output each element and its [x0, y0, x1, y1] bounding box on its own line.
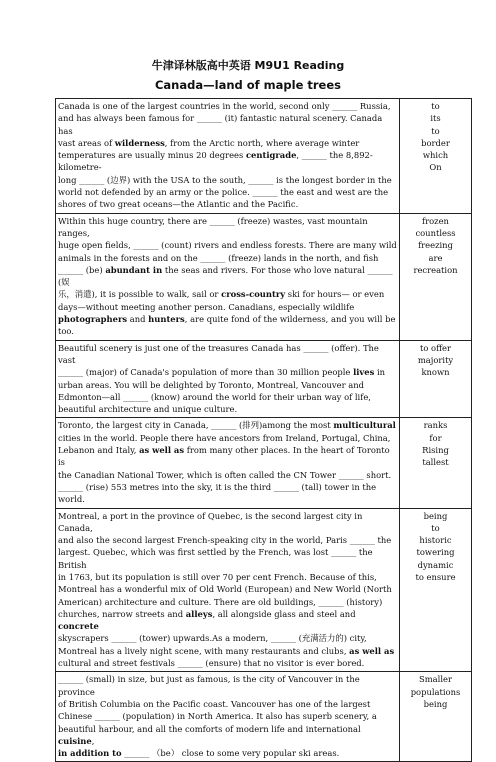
answer-key: to offer: [419, 342, 452, 353]
passage-line: [58, 239, 397, 251]
text-run: ______ (major) of Canada's population of more than 30 million people: [58, 367, 354, 378]
passage-text: [56, 508, 400, 672]
text-run: , all alongside glass and steel and: [212, 608, 356, 619]
answer-key: recreation: [413, 264, 458, 275]
passage-line: [58, 673, 397, 698]
bold-term: multicultural: [333, 420, 396, 431]
passage-row: [56, 340, 472, 418]
text-run: 乐，消遣), it is possible to walk, sail or: [58, 289, 222, 300]
passage-line: [58, 215, 397, 240]
answer-key: towering: [416, 547, 455, 558]
answer-key: to: [431, 125, 440, 136]
text-run: vast areas of: [58, 137, 115, 148]
answer-column: [400, 213, 472, 340]
text-run: world not defended by an army or the police. ______ the east and west are the: [58, 187, 389, 198]
passage-line: [58, 645, 397, 657]
passage-line: [58, 747, 397, 759]
passage-line: [58, 723, 397, 748]
answer-key: Smaller: [419, 674, 452, 685]
answer-key: are: [428, 252, 443, 263]
answer-key: dynamic: [417, 559, 454, 570]
answer-key: being: [423, 698, 448, 709]
passage-line: [58, 444, 397, 469]
text-run: ______ (small) in size, but just as famous, is the city of Vancouver in the province: [58, 674, 360, 697]
answer-column: [400, 340, 472, 418]
answer-key: countless: [415, 227, 456, 238]
passage-line: [58, 174, 397, 186]
bold-term: as well as: [139, 445, 185, 456]
text-run: the seas and rivers. For those who love natural ______ (娱: [58, 264, 393, 288]
text-run: Montreal has a lively night scene, with many restaurants and clubs,: [58, 645, 350, 656]
text-run: and also the second largest French-speaking city in the world, Paris ______ the: [58, 535, 392, 546]
passage-line: [58, 698, 397, 710]
text-run: urban areas. You will be delighted by Toronto, Montreal, Vancouver and: [58, 379, 365, 390]
text-run: ______ (be): [58, 264, 106, 275]
answer-key: to ensure: [415, 571, 456, 582]
bold-term: centigrade: [245, 150, 297, 161]
text-run: Toronto, the largest city in Canada, ______ (排列)among the most: [58, 420, 334, 431]
text-run: temperatures are usually minus 20 degrees: [58, 150, 246, 161]
answer-key: border: [421, 137, 450, 148]
text-run: shores of two great oceans—the Atlantic and the Pacific.: [58, 199, 299, 210]
text-run: Canada is one of the largest countries in the world, second only ______ Russia,: [58, 101, 391, 111]
passage-line: [58, 100, 397, 112]
worksheet-table: [55, 98, 472, 762]
text-run: ski for hours— or even: [285, 289, 385, 300]
text-run: in 1763, but its population is still over 70 per cent French. Because of this,: [58, 571, 377, 582]
text-run: of British Columbia on the Pacific coast. Vancouver has one of the largest: [58, 698, 371, 709]
bold-term: in addition to: [58, 748, 122, 759]
passage-line: [58, 137, 397, 149]
text-run: days—without meeting another person. Canadians, especially wildlife: [58, 301, 355, 312]
bold-term: concrete: [58, 621, 99, 632]
text-run: largest. Quebec, which was first settled by the French, was lost ______ the British: [58, 547, 373, 570]
passage-row: [56, 213, 472, 340]
passage-line: [58, 186, 397, 198]
passage-line: [58, 379, 397, 391]
text-run: too.: [58, 326, 74, 337]
text-run: , ______ the 8,892-kilometre-: [58, 150, 373, 173]
text-run: the Canadian National Tower, which is often called the CN Tower ______ short.: [58, 469, 392, 480]
answer-key: known: [421, 367, 450, 378]
text-run: Montreal, a port in the province of Quebec, is the second largest city in Canada,: [58, 510, 363, 533]
answer-key: tallest: [422, 457, 449, 468]
reading-title: Canada—land of maple trees: [154, 78, 341, 92]
passage-line: [58, 198, 397, 210]
passage-line: [58, 432, 397, 444]
answer-column: [400, 418, 472, 508]
text-run: in: [374, 367, 386, 378]
passage-line: [58, 288, 397, 300]
answer-key: populations: [410, 686, 461, 697]
passage-text: [56, 213, 400, 340]
answer-column: [400, 508, 472, 672]
passage-line: [58, 546, 397, 571]
passage-line: [58, 710, 397, 722]
answer-key: majority: [417, 354, 454, 365]
passage-row: [56, 672, 472, 762]
text-run: world.: [58, 494, 85, 505]
passage-line: [58, 596, 397, 608]
answer-key: ranks: [423, 420, 448, 431]
text-run: ,: [91, 735, 95, 746]
text-run: ______ (rise) 553 metres into the sky, it is the third ______ (tall) tower in the: [58, 481, 377, 492]
passage-line: [58, 325, 397, 337]
passage-text: [56, 99, 400, 214]
passage-line: [58, 403, 397, 415]
bold-term: cross-country: [221, 289, 286, 300]
text-run: Beautiful scenery is just one of the treasures Canada has ______ (offer). The vast: [58, 342, 379, 365]
passage-line: [58, 252, 397, 264]
passage-text: [56, 418, 400, 508]
bold-term: photographers: [58, 314, 128, 325]
answer-key: to: [431, 101, 440, 111]
text-run: American) architecture and culture. There are old buildings, ______ (history): [58, 596, 383, 607]
passage-line: [58, 313, 397, 325]
answer-key: its: [430, 113, 441, 124]
passage-text: [56, 340, 400, 418]
passage-line: [58, 419, 397, 431]
text-run: Montreal has a wonderful mix of Old World (European) and New World (North: [58, 584, 392, 595]
text-run: , from the Arctic north, where average winter: [164, 137, 360, 148]
bold-term: wilderness: [114, 137, 165, 148]
answer-key: On: [429, 162, 442, 173]
text-run: cities in the world. People there have ancestors from Ireland, Portugal, China,: [58, 432, 391, 443]
passage-line: [58, 112, 397, 137]
text-run: beautiful architecture and unique culture.: [58, 404, 238, 415]
passage-line: [58, 608, 397, 633]
answer-key: for: [429, 432, 442, 443]
passage-line: [58, 571, 397, 583]
text-run: cultural and street festivals ______ (ensure) that no visitor is ever bored.: [58, 658, 365, 669]
passage-row: [56, 418, 472, 508]
bold-term: as well as: [349, 645, 395, 656]
passage-line: [58, 149, 397, 174]
answer-key: frozen: [422, 215, 449, 226]
bold-term: cuisine: [58, 735, 92, 746]
text-run: and: [127, 314, 149, 325]
text-run: Chinese ______ (population) in North America. It also has superb scenery, a: [58, 711, 377, 722]
answer-column: [400, 672, 472, 762]
text-run: animals in the forests and on the ______ (freeze) lands in the north, and fish: [58, 252, 379, 263]
answer-key: being: [423, 510, 448, 521]
passage-line: [58, 534, 397, 546]
passage-line: [58, 391, 397, 403]
passage-line: [58, 657, 397, 669]
text-run: Within this huge country, there are ______ (freeze) wastes, vast mountain ranges,: [58, 215, 368, 238]
passage-line: [58, 301, 397, 313]
bold-term: hunters: [148, 314, 185, 325]
passage-row: [56, 508, 472, 672]
passage-line: [58, 583, 397, 595]
text-run: beautiful harbour, and all the comforts of modern life and international: [58, 723, 361, 734]
text-run: huge open fields, ______ (count) rivers and endless forests. There are many wild: [58, 240, 397, 251]
passage-line: [58, 481, 397, 493]
passage-line: [58, 632, 397, 644]
answer-key: Rising: [422, 445, 449, 456]
bold-term: alleys: [185, 608, 213, 619]
passage-line: [58, 469, 397, 481]
text-run: ______ （be） close to some very popular ski areas.: [121, 748, 340, 759]
passage-line: [58, 493, 397, 505]
text-run: from many other places. In the heart of Toronto is: [58, 445, 390, 468]
passage-line: [58, 264, 397, 289]
text-run: churches, narrow streets and: [58, 608, 186, 619]
text-run: long ______ (边界) with the USA to the south, ______ is the longest border in the: [58, 174, 392, 185]
bold-term: lives: [353, 367, 375, 378]
passage-line: [58, 510, 397, 535]
text-run: Edmonton—all ______ (know) around the world for their urban way of life,: [58, 391, 371, 402]
answer-key: to: [431, 522, 440, 533]
passage-line: [58, 366, 397, 378]
text-run: and has always been famous for ______ (it) fantastic natural scenery. Canada has: [58, 113, 383, 136]
answer-key: which: [422, 150, 449, 161]
bold-term: abundant in: [105, 264, 163, 275]
worksheet-title: 牛津译林版高中英语 M9U1 Reading: [151, 59, 345, 72]
text-run: Lebanon and Italy,: [58, 445, 140, 456]
passage-text: [56, 672, 400, 762]
answer-key: freezing: [418, 240, 453, 251]
answer-column: [400, 99, 472, 214]
passage-row: [56, 99, 472, 214]
passage-line: [58, 342, 397, 367]
answer-key: historic: [419, 535, 452, 546]
text-run: skyscrapers ______ (tower) upwards.As a modern, ______ (充满活力的) city,: [58, 633, 367, 644]
text-run: , are quite fond of the wilderness, and you will be: [184, 314, 396, 325]
